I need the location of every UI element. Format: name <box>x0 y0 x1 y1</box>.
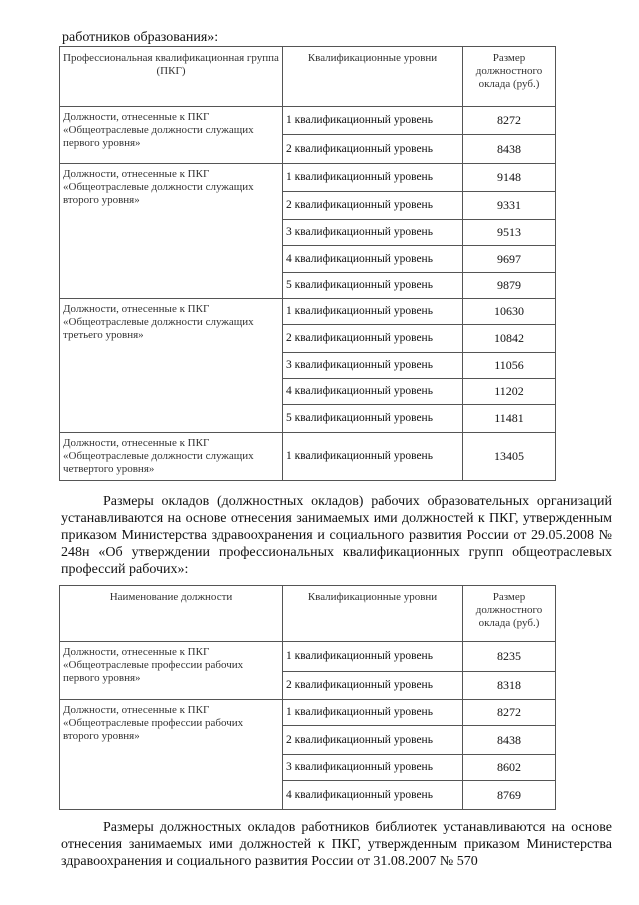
level-cell: 1 квалификационный уровень <box>283 433 463 481</box>
level-cell: 1 квалификационный уровень <box>283 107 463 135</box>
group-name-cell: Должности, отнесенные к ПКГ «Общеотраслевые должности служащих четвертого уровня» <box>60 433 283 481</box>
paragraph-workers-intro: Размеры окладов (должностных окладов) рабочих образовательных организаций устанавливаются на основе отнесения занимаемых ими должностей к ПКГ, утвержденным приказом Министерства здравоохранения и социального развития России от 29.05.2008 № 248н «Об утверждении профессиональных квалификационных групп общеотраслевых профессий рабочих»: <box>61 494 612 577</box>
level-cell: 4 квалификационный уровень <box>283 781 463 810</box>
level-cell: 2 квалификационный уровень <box>283 135 463 164</box>
salary-value-cell: 9879 <box>463 273 556 299</box>
header-levels: Квалификационные уровни <box>283 47 463 107</box>
level-cell: 2 квалификационный уровень <box>283 325 463 353</box>
paragraph-libraries: Размеры должностных окладов работников библиотек устанавливаются на основе отнесения занимаемых ими должностей к ПКГ, утвержденным приказом Министерства здравоохранения и социального развития России от 31.08.2007 № 570 <box>61 820 612 869</box>
salary-value-cell: 8602 <box>463 755 556 781</box>
table-row <box>60 299 556 325</box>
table-header-row <box>60 586 556 642</box>
salary-value-cell: 8318 <box>463 672 556 700</box>
salary-value-cell: 8769 <box>463 781 556 810</box>
salary-value-cell: 10842 <box>463 325 556 353</box>
salary-value-cell: 8272 <box>463 107 556 135</box>
level-cell: 4 квалификационный уровень <box>283 379 463 405</box>
salary-value-cell: 9148 <box>463 164 556 192</box>
group-name-cell: Должности, отнесенные к ПКГ «Общеотраслевые должности служащих второго уровня» <box>60 164 283 299</box>
header-salary: Размер должностного оклада (руб.) <box>463 47 556 107</box>
level-cell: 3 квалификационный уровень <box>283 755 463 781</box>
level-cell: 1 квалификационный уровень <box>283 642 463 672</box>
level-cell: 2 квалификационный уровень <box>283 672 463 700</box>
level-cell: 3 квалификационный уровень <box>283 353 463 379</box>
level-cell: 4 квалификационный уровень <box>283 246 463 273</box>
salary-value-cell: 13405 <box>463 433 556 481</box>
group-name-cell: Должности, отнесенные к ПКГ «Общеотраслевые должности служащих третьего уровня» <box>60 299 283 433</box>
salary-value-cell: 11056 <box>463 353 556 379</box>
level-cell: 5 квалификационный уровень <box>283 405 463 433</box>
salary-value-cell: 11481 <box>463 405 556 433</box>
salary-table-employees <box>59 46 556 481</box>
level-cell: 2 квалификационный уровень <box>283 726 463 755</box>
intro-tail-text: работников образования»: <box>62 30 219 45</box>
group-name-cell: Должности, отнесенные к ПКГ «Общеотраслевые профессии рабочих второго уровня» <box>60 700 283 810</box>
level-cell: 2 квалификационный уровень <box>283 192 463 220</box>
header-salary: Размер должностного оклада (руб.) <box>463 586 556 642</box>
salary-value-cell: 8438 <box>463 726 556 755</box>
table-row <box>60 642 556 672</box>
salary-table-workers <box>59 585 556 810</box>
salary-value-cell: 8438 <box>463 135 556 164</box>
table-row <box>60 700 556 726</box>
group-name-cell: Должности, отнесенные к ПКГ «Общеотраслевые должности служащих первого уровня» <box>60 107 283 164</box>
table-row <box>60 433 556 481</box>
table-header-row <box>60 47 556 107</box>
header-group: Профессиональная квалификационная группа (ПКГ) <box>60 47 283 107</box>
salary-value-cell: 8235 <box>463 642 556 672</box>
salary-value-cell: 8272 <box>463 700 556 726</box>
salary-value-cell: 9697 <box>463 246 556 273</box>
level-cell: 1 квалификационный уровень <box>283 700 463 726</box>
header-position: Наименование должности <box>60 586 283 642</box>
header-levels: Квалификационные уровни <box>283 586 463 642</box>
salary-value-cell: 10630 <box>463 299 556 325</box>
salary-value-cell: 11202 <box>463 379 556 405</box>
table-row <box>60 164 556 192</box>
salary-value-cell: 9331 <box>463 192 556 220</box>
group-name-cell: Должности, отнесенные к ПКГ «Общеотраслевые профессии рабочих первого уровня» <box>60 642 283 700</box>
level-cell: 1 квалификационный уровень <box>283 164 463 192</box>
level-cell: 5 квалификационный уровень <box>283 273 463 299</box>
salary-value-cell: 9513 <box>463 220 556 246</box>
level-cell: 1 квалификационный уровень <box>283 299 463 325</box>
level-cell: 3 квалификационный уровень <box>283 220 463 246</box>
table-row <box>60 107 556 135</box>
